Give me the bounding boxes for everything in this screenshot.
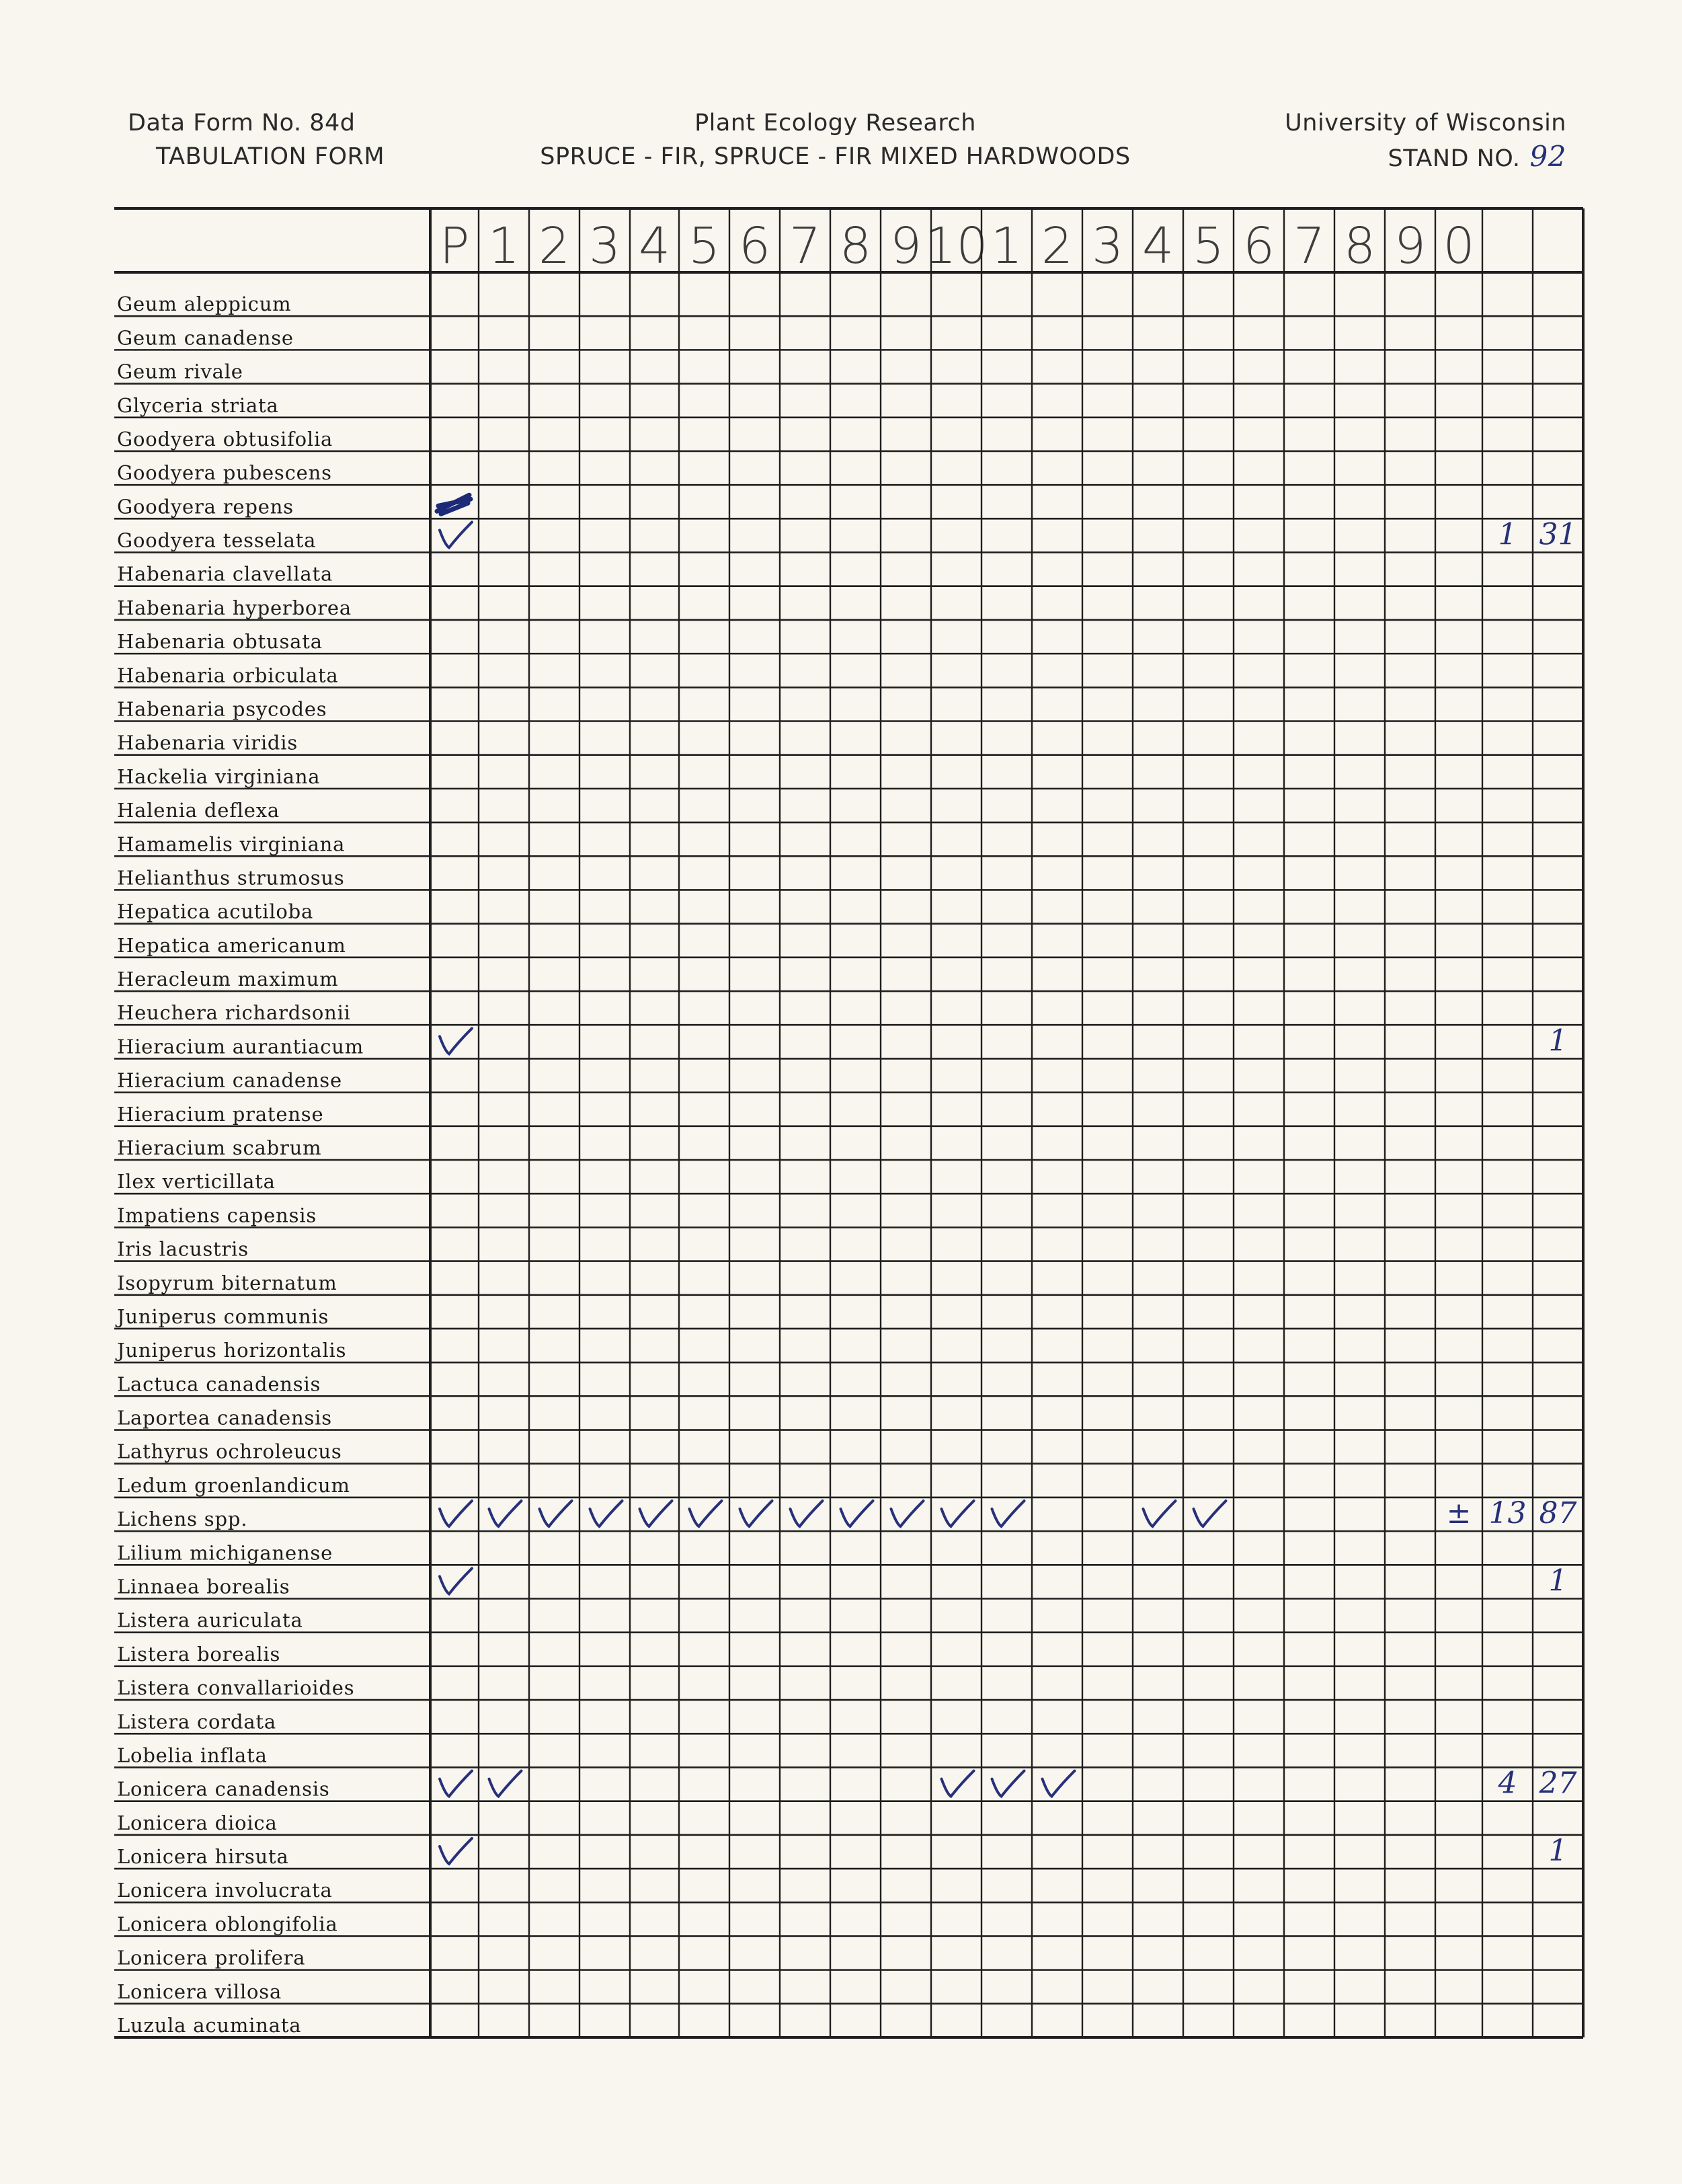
column-label: 4	[638, 217, 671, 275]
species-name: Listera borealis	[117, 1642, 281, 1666]
university: University of Wisconsin	[1285, 110, 1566, 136]
species-name: Lonicera villosa	[117, 1980, 282, 2003]
frequency-value: 13	[1488, 1496, 1527, 1531]
species-name: Lonicera canadensis	[117, 1777, 330, 1801]
check-mark	[440, 1838, 472, 1864]
column-label: 10	[924, 217, 988, 275]
frequency-value: 4	[1498, 1766, 1517, 1801]
species-name: Listera cordata	[117, 1710, 276, 1733]
check-mark	[992, 1501, 1025, 1526]
species-name: Hackelia virginiana	[117, 765, 321, 788]
species-name: Laportea canadensis	[117, 1406, 332, 1430]
species-name: Lactuca canadensis	[117, 1372, 321, 1396]
check-mark	[891, 1501, 924, 1526]
species-name: Goodyera repens	[117, 495, 294, 518]
check-mark	[440, 1568, 472, 1594]
total-value: 1	[1548, 1834, 1568, 1869]
check-mark	[489, 1771, 522, 1797]
forest-type: SPRUCE - FIR, SPRUCE - FIR MIXED HARDWOODS	[540, 143, 1131, 170]
column-label: 1	[487, 217, 520, 275]
species-name: Juniperus communis	[117, 1304, 329, 1328]
species-name: Habenaria hyperborea	[117, 596, 352, 619]
stand-label: STAND NO.	[1388, 145, 1521, 172]
species-name: Geum aleppicum	[117, 292, 292, 316]
column-label: 2	[538, 217, 571, 275]
column-label: 9	[1394, 217, 1427, 275]
check-mark	[1194, 1501, 1226, 1526]
species-name: Lobelia inflata	[117, 1744, 268, 1767]
column-label: 9	[889, 217, 922, 275]
species-name: Goodyera pubescens	[117, 461, 332, 485]
column-label: 7	[1293, 217, 1326, 275]
species-name: Hepatica americanum	[117, 933, 346, 957]
species-name: Impatiens capensis	[117, 1204, 317, 1227]
column-label: 0	[1443, 217, 1475, 275]
check-mark	[841, 1501, 873, 1526]
check-mark	[440, 1028, 472, 1054]
species-name: Ilex verticillata	[117, 1170, 276, 1194]
total-value: 87	[1539, 1496, 1577, 1531]
column-label: 8	[839, 217, 872, 275]
check-mark	[440, 1501, 472, 1526]
species-name: Goodyera obtusifolia	[117, 427, 333, 451]
total-value: 31	[1539, 517, 1577, 552]
total-value: 1	[1548, 1023, 1568, 1058]
species-name: Linnaea borealis	[117, 1575, 290, 1598]
species-name: Halenia deflexa	[117, 799, 280, 822]
check-mark	[690, 1501, 722, 1526]
column-label: 1	[990, 217, 1023, 275]
species-name: Iris lacustris	[117, 1237, 249, 1261]
species-name: Listera auriculata	[117, 1608, 303, 1632]
species-name: Habenaria clavellata	[117, 562, 333, 586]
scribbled-mark	[437, 495, 471, 514]
species-name: Hieracium aurantiacum	[117, 1035, 364, 1058]
species-name: Lonicera dioica	[117, 1811, 278, 1834]
species-name: Lilium michiganense	[117, 1541, 333, 1565]
total-value: 1	[1548, 1563, 1568, 1598]
check-mark	[489, 1501, 522, 1526]
species-name: Hieracium canadense	[117, 1068, 342, 1092]
species-name: Heracleum maximum	[117, 968, 339, 991]
species-name: Hepatica acutiloba	[117, 900, 314, 923]
check-mark	[740, 1501, 772, 1526]
species-name: Lonicera prolifera	[117, 1946, 306, 1970]
species-name: Lonicera involucrata	[117, 1879, 333, 1902]
species-name: Goodyera tesselata	[117, 529, 317, 552]
species-name: Lichens spp.	[117, 1508, 248, 1531]
frequency-value: 1	[1498, 517, 1517, 552]
check-mark	[942, 1501, 974, 1526]
total-value: 27	[1539, 1766, 1577, 1801]
check-mark	[540, 1501, 572, 1526]
column-label: 3	[1091, 217, 1124, 275]
form-type: TABULATION FORM	[156, 143, 385, 170]
organization: Plant Ecology Research	[694, 110, 976, 136]
check-mark	[440, 522, 472, 547]
check-mark	[1144, 1501, 1176, 1526]
check-mark	[992, 1771, 1025, 1797]
species-name: Habenaria orbiculata	[117, 664, 339, 687]
species-name: Geum rivale	[117, 360, 243, 383]
check-mark	[640, 1501, 672, 1526]
species-name: Habenaria psycodes	[117, 697, 327, 721]
species-name: Habenaria viridis	[117, 731, 298, 754]
column-label: 7	[789, 217, 822, 275]
species-name: Heuchera richardsonii	[117, 1001, 351, 1025]
species-name: Isopyrum biternatum	[117, 1271, 337, 1294]
check-mark	[942, 1771, 974, 1797]
form-number: Data Form No. 84d	[128, 110, 356, 136]
stand-value: 92	[1529, 140, 1566, 173]
sum-mark: ±	[1446, 1496, 1472, 1531]
column-label: 5	[688, 217, 721, 275]
species-name: Hieracium scabrum	[117, 1136, 322, 1159]
column-label: 5	[1192, 217, 1225, 275]
column-label: P	[439, 217, 470, 275]
species-name: Geum canadense	[117, 326, 294, 350]
check-mark	[590, 1501, 623, 1526]
species-name: Luzula acuminata	[117, 2014, 302, 2037]
species-name: Lonicera oblongifolia	[117, 1912, 338, 1936]
check-mark	[1043, 1771, 1075, 1797]
check-mark	[440, 1771, 472, 1797]
species-name: Listera convallarioides	[117, 1676, 355, 1700]
column-label: 4	[1142, 217, 1174, 275]
species-name: Juniperus horizontalis	[117, 1339, 347, 1362]
species-name: Helianthus strumosus	[117, 866, 345, 890]
species-name: Habenaria obtusata	[117, 630, 323, 654]
column-label: 2	[1041, 217, 1074, 275]
column-label: 6	[1242, 217, 1275, 275]
column-label: 6	[738, 217, 771, 275]
column-label: 8	[1343, 217, 1376, 275]
species-name: Ledum groenlandicum	[117, 1473, 350, 1497]
species-name: Hieracium pratense	[117, 1102, 324, 1126]
species-name: Lathyrus ochroleucus	[117, 1440, 342, 1463]
species-name: Hamamelis virginiana	[117, 832, 346, 856]
check-mark	[791, 1501, 823, 1526]
column-label: 3	[588, 217, 621, 275]
species-name: Glyceria striata	[117, 393, 279, 417]
species-name: Lonicera hirsuta	[117, 1845, 289, 1869]
